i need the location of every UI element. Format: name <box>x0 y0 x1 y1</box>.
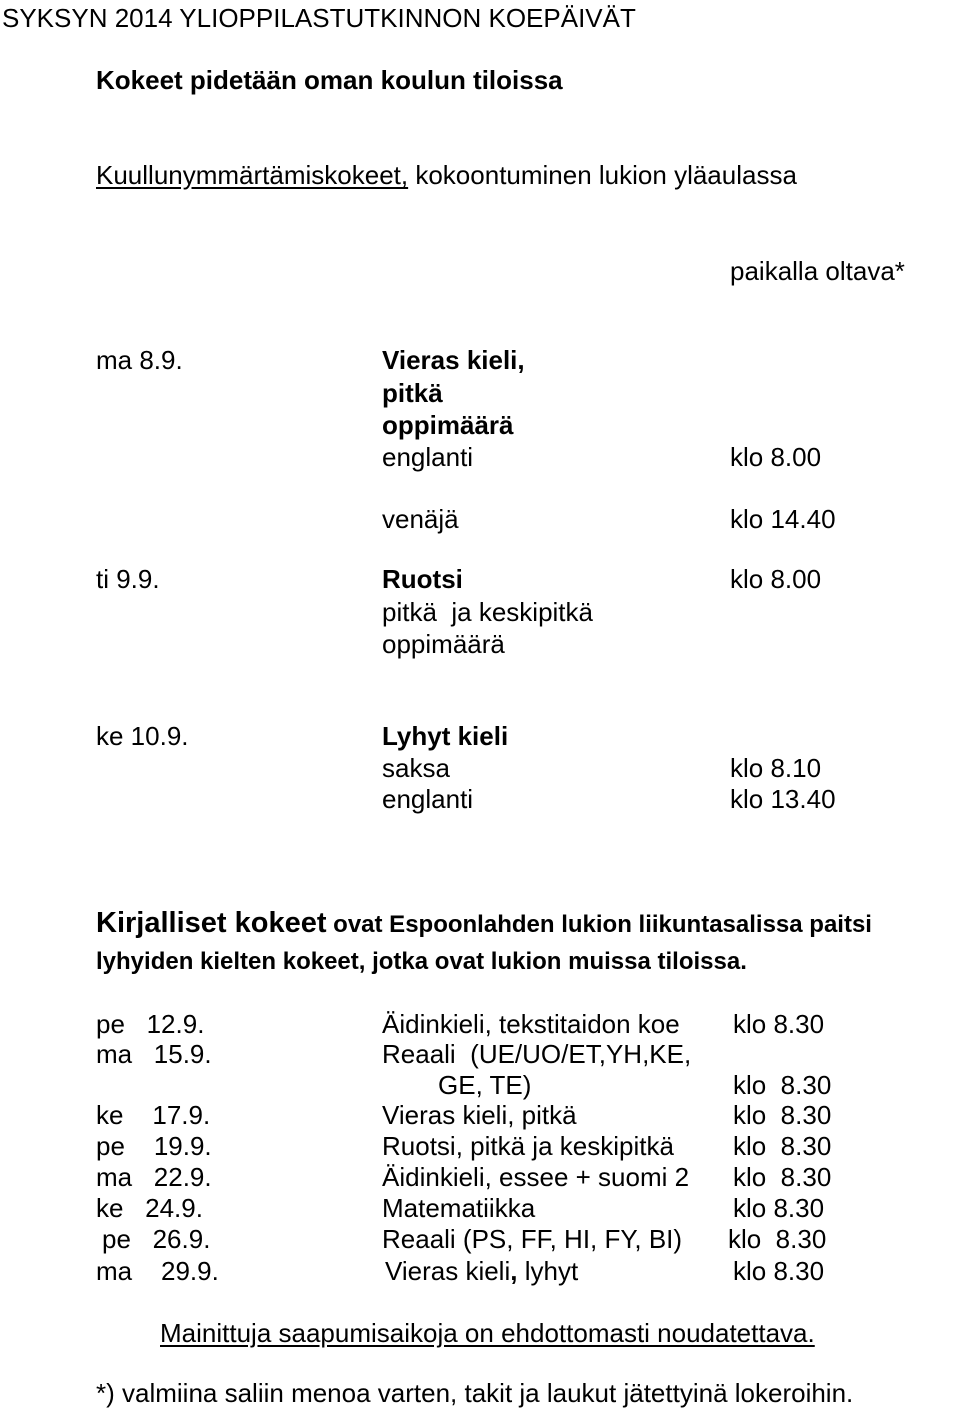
listening-time: klo 14.40 <box>730 504 836 534</box>
listening-time: klo 13.40 <box>730 784 836 814</box>
listening-date: ma 8.9. <box>96 345 183 375</box>
written-intro-text: lyhyiden kielten kokeet, jotka ovat lukion muissa tiloissa. <box>96 948 747 975</box>
listening-heading-location: kokoontuminen lukion yläaulassa <box>408 160 797 190</box>
listening-subject-detail: pitkä ja keskipitkä <box>382 597 593 627</box>
listening-language: englanti <box>382 442 474 472</box>
written-intro <box>96 909 872 938</box>
listening-language: venäjä <box>382 504 459 534</box>
exam-subject-part: lyhyt <box>517 1256 579 1286</box>
listening-subject: Lyhyt kieli <box>382 721 509 751</box>
exam-subject-part: Vieras kieli <box>385 1256 511 1286</box>
exam-subject: Matematiikka <box>382 1193 536 1223</box>
listening-subject-detail: oppimäärä <box>382 629 505 659</box>
exam-subject: Vieras kieli, pitkä <box>382 1100 577 1130</box>
listening-language: englanti <box>382 784 474 814</box>
listening-date: ti 9.9. <box>96 564 160 594</box>
listening-time: klo 8.10 <box>730 753 822 783</box>
column-note: paikalla oltava* <box>730 256 905 286</box>
exam-subject <box>385 1258 578 1284</box>
exam-date: ke 17.9. <box>96 1100 211 1130</box>
exam-time: klo 8.30 <box>728 1224 827 1254</box>
exam-time: klo 8.30 <box>733 1131 832 1161</box>
written-intro-text: ovat Espoonlahden lukion liikuntasalissa paitsi <box>326 911 872 938</box>
listening-heading <box>96 162 797 188</box>
listening-time: klo 8.00 <box>730 564 822 594</box>
exam-time: klo 8.30 <box>733 1009 825 1039</box>
listening-heading-label: Kuullunymmärtämiskokeet, <box>96 160 409 190</box>
exam-time: klo 8.30 <box>733 1070 832 1100</box>
page-subtitle: Kokeet pidetään oman koulun tiloissa <box>96 65 563 95</box>
exam-subject: Äidinkieli, essee + suomi 2 <box>382 1162 690 1192</box>
exam-subject: Äidinkieli, tekstitaidon koe <box>382 1009 680 1039</box>
footnote: *) valmiina saliin menoa varten, takit ja laukut jätettyinä lokeroihin. <box>96 1378 854 1408</box>
listening-subject: Vieras kieli, <box>382 345 525 375</box>
exam-subject-comma: , <box>510 1256 518 1286</box>
exam-date: ke 24.9. <box>96 1193 203 1223</box>
exam-subject: Reaali (UE/UO/ET,YH,KE, <box>382 1039 692 1069</box>
exam-date: ma 22.9. <box>96 1162 212 1192</box>
exam-date: pe 12.9. <box>96 1009 205 1039</box>
exam-time: klo 8.30 <box>733 1162 832 1192</box>
listening-subject: oppimäärä <box>382 410 514 440</box>
listening-date: ke 10.9. <box>96 721 189 751</box>
exam-time: klo 8.30 <box>733 1100 832 1130</box>
arrival-notice: Mainittuja saapumisaikoja on ehdottomasti noudatettava. <box>160 1318 815 1348</box>
exam-date: ma 15.9. <box>96 1039 212 1069</box>
exam-date: ma 29.9. <box>96 1256 219 1286</box>
page-title: SYKSYN 2014 YLIOPPILASTUTKINNON KOEPÄIVÄT <box>2 3 636 33</box>
listening-subject: pitkä <box>382 378 443 408</box>
listening-subject: Ruotsi <box>382 564 463 594</box>
exam-date: pe 19.9. <box>96 1131 212 1161</box>
exam-subject: Reaali (PS, FF, HI, FY, BI) <box>382 1224 683 1254</box>
written-intro-heading: Kirjalliset kokeet <box>96 907 327 939</box>
exam-time: klo 8.30 <box>733 1256 825 1286</box>
exam-date: pe 26.9. <box>102 1224 211 1254</box>
listening-time: klo 8.00 <box>730 442 822 472</box>
listening-language: saksa <box>382 753 450 783</box>
exam-subject: Ruotsi, pitkä ja keskipitkä <box>382 1131 674 1161</box>
exam-subject: GE, TE) <box>438 1070 532 1100</box>
exam-time: klo 8.30 <box>733 1193 825 1223</box>
